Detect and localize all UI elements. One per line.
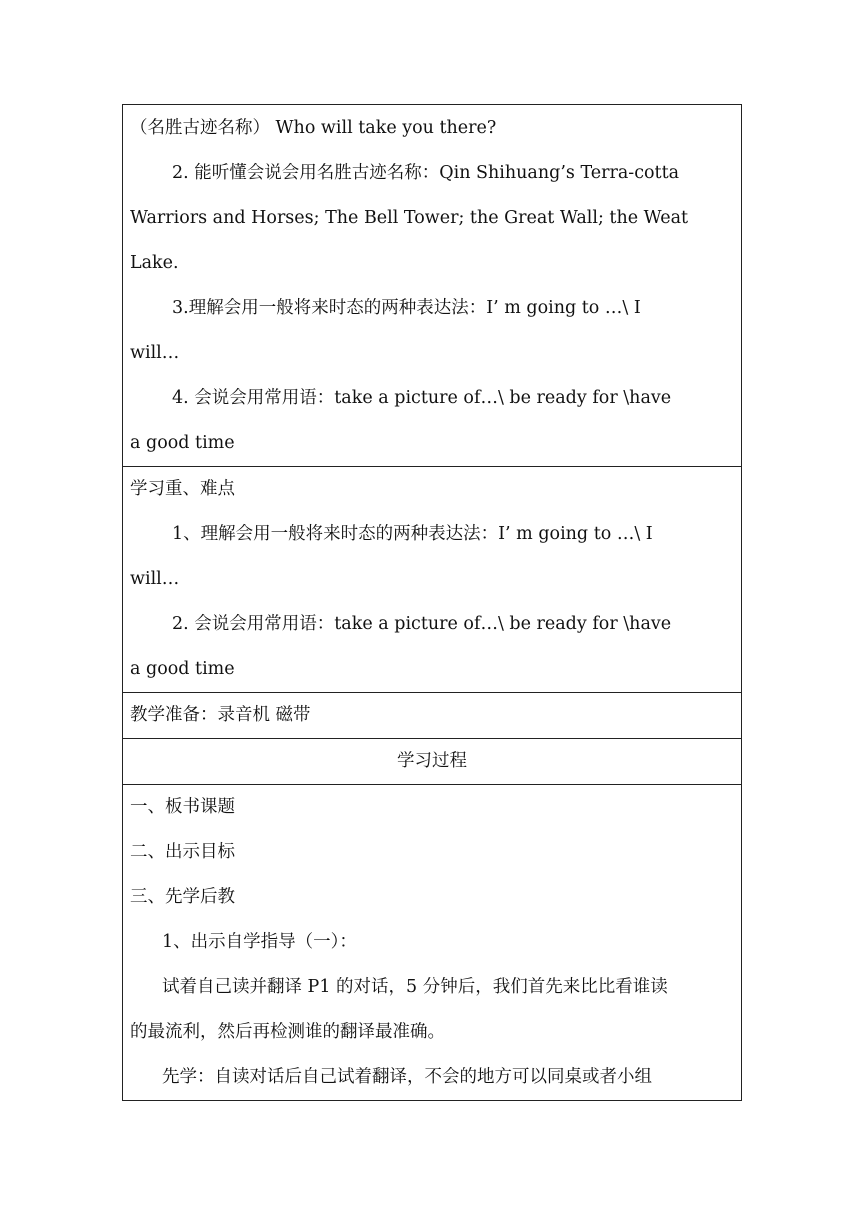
step-3: 三、先学后教 xyxy=(130,887,235,907)
key-point-item-2: 2. 会说会用常用语：take a picture of…\ be ready for \have xyxy=(172,614,672,634)
objective-line: （名胜古迹名称） Who will take you there? xyxy=(130,118,497,138)
objective-item-2: 2. 能听懂会说会用名胜古迹名称：Qin Shihuang’s Terra-cotta xyxy=(172,163,680,183)
key-point-item-1: 1、理解会用一般将来时态的两种表达法：I’ m going to …\ I xyxy=(172,524,653,544)
objective-item-2-end: Lake. xyxy=(130,253,179,273)
step-1: 一、板书课题 xyxy=(130,797,235,817)
preparation-cell xyxy=(123,693,741,739)
key-point-item-1-cont: will… xyxy=(130,569,180,589)
objective-item-3: 3.理解会用一般将来时态的两种表达法：I’ m going to …\ I xyxy=(172,298,641,318)
objectives-cell xyxy=(123,105,741,467)
objective-item-3-cont: will… xyxy=(130,343,180,363)
lesson-plan-table xyxy=(122,104,742,1101)
preparation-text: 教学准备：录音机 磁带 xyxy=(130,705,311,725)
objective-item-4: 4. 会说会用常用语：take a picture of…\ be ready for \have xyxy=(172,388,672,408)
self-study-instruction-cont: 的最流利，然后再检测谁的翻译最准确。 xyxy=(130,1022,445,1042)
objective-item-4-cont: a good time xyxy=(130,433,235,453)
step-3-sub-1: 1、出示自学指导（一）： xyxy=(162,932,357,952)
self-study-instruction: 试着自己读并翻译 P1 的对话，5 分钟后，我们首先来比比看谁读 xyxy=(162,977,668,997)
key-point-item-2-cont: a good time xyxy=(130,659,235,679)
process-heading-cell xyxy=(123,739,741,785)
pre-study-note: 先学：自读对话后自己试着翻译，不会的地方可以同桌或者小组 xyxy=(162,1067,652,1087)
steps-cell xyxy=(123,785,741,1100)
objective-item-2-cont: Warriors and Horses; The Bell Tower; the Great Wall; the Weat xyxy=(130,208,689,228)
process-heading: 学习过程 xyxy=(397,751,467,771)
key-points-heading: 学习重、难点 xyxy=(130,479,235,499)
key-points-cell xyxy=(123,467,741,693)
step-2: 二、出示目标 xyxy=(130,842,235,862)
